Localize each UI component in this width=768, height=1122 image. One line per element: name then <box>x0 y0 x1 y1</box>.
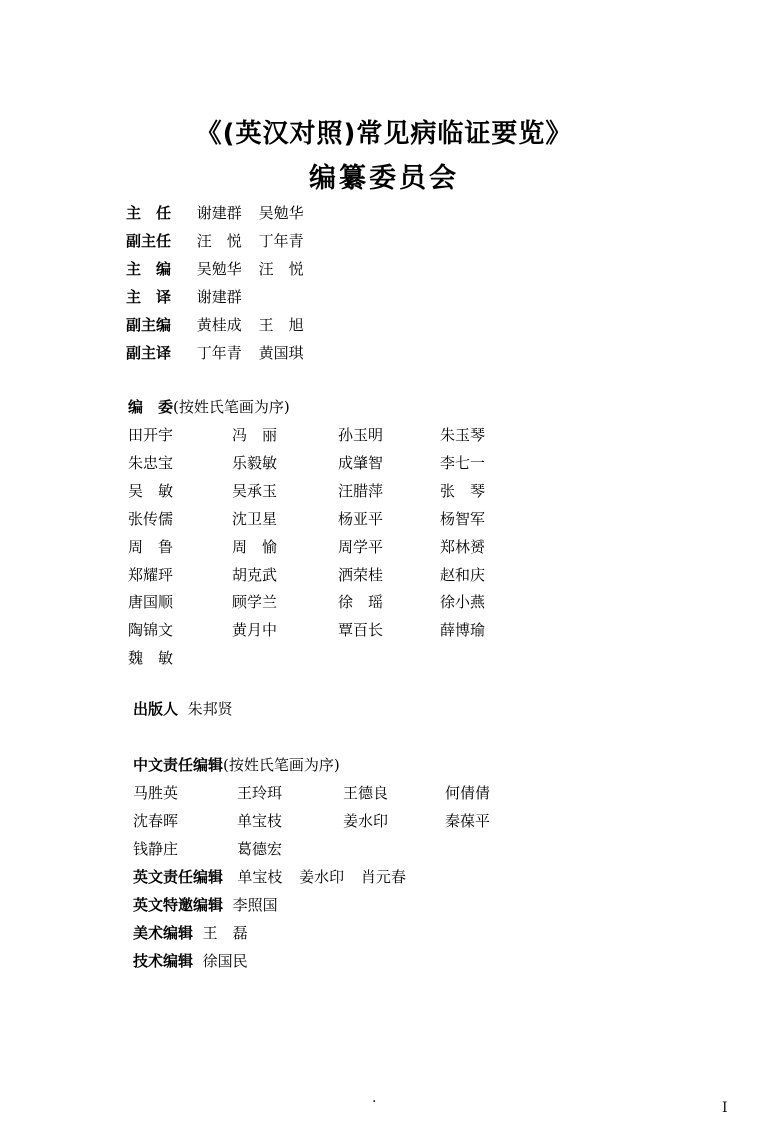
committee-heading-line <box>128 397 290 417</box>
committee-member: 冯 丽 <box>232 426 278 444</box>
committee-member: 成肇智 <box>338 453 384 472</box>
staff-row <box>126 343 316 363</box>
staff-role: 主 编 <box>126 260 172 278</box>
english-editors-line <box>133 867 418 887</box>
chinese-editors-label: 中文责任编辑 <box>133 756 224 774</box>
chinese-editor-member: 单宝枝 <box>237 812 283 830</box>
english-editors-label: 英文责任编辑 <box>133 868 224 886</box>
committee-member: 周 愉 <box>232 537 278 556</box>
staff-name: 汪 悦 <box>196 232 242 250</box>
committee-member: 周学平 <box>338 537 384 556</box>
art-editor-line <box>133 923 248 943</box>
staff-role: 副主编 <box>126 316 172 334</box>
english-guest-editor-label: 英文特邀编辑 <box>133 896 224 914</box>
committee-member: 郑林赟 <box>440 537 486 556</box>
committee-member: 沈卫星 <box>232 509 278 528</box>
committee-label: 编 委 <box>128 398 174 416</box>
committee-member: 徐 瑶 <box>338 593 384 612</box>
committee-member: 胡克武 <box>232 565 278 584</box>
chinese-editor-member: 何倩倩 <box>445 784 491 802</box>
committee-member: 吴承玉 <box>232 481 278 500</box>
chinese-editor-member: 王玲珥 <box>237 784 283 802</box>
chinese-editor-member: 钱静庄 <box>133 840 179 858</box>
center-dot: . <box>372 1090 377 1106</box>
committee-member: 张传儒 <box>128 509 174 528</box>
staff-name: 汪 悦 <box>258 260 304 278</box>
tech-editor-label: 技术编辑 <box>133 952 194 970</box>
committee-member: 陶锦文 <box>128 621 174 640</box>
chinese-editor-member: 马胜英 <box>133 784 179 802</box>
committee-member: 朱玉琴 <box>440 426 486 444</box>
committee-member: 李七一 <box>440 453 486 472</box>
staff-role: 主 译 <box>126 288 172 306</box>
staff-name: 谢建群 <box>196 288 242 306</box>
staff-name: 黄国琪 <box>258 344 304 362</box>
committee-member: 吴 敏 <box>128 481 174 500</box>
chinese-editors-note: (按姓氏笔画为序) <box>223 756 340 774</box>
staff-row <box>126 231 316 251</box>
staff-role: 副主译 <box>126 344 172 362</box>
staff-row <box>126 259 316 279</box>
english-editor-name: 肖元春 <box>360 868 406 886</box>
chinese-editor-member: 沈春晖 <box>133 812 179 830</box>
english-editor-name: 姜水印 <box>299 868 345 886</box>
staff-name: 黄桂成 <box>196 316 242 334</box>
art-editor-label: 美术编辑 <box>133 924 194 942</box>
english-editor-name: 单宝枝 <box>237 868 283 886</box>
committee-member: 张 琴 <box>440 481 486 500</box>
committee-member: 周 鲁 <box>128 537 174 556</box>
committee-member: 顾学兰 <box>232 593 278 612</box>
committee-member: 覃百长 <box>338 621 384 640</box>
staff-row <box>126 315 316 335</box>
page-edge-mark: I <box>722 1100 728 1116</box>
publisher-name: 朱邦贤 <box>187 700 233 718</box>
chinese-editor-member: 王德良 <box>343 784 389 802</box>
committee-member: 魏 敏 <box>128 649 174 668</box>
staff-name: 王 旭 <box>258 316 304 334</box>
art-editor-name: 王 磊 <box>202 924 248 942</box>
publisher-line <box>133 699 233 719</box>
staff-row <box>126 287 254 307</box>
committee-member: 黄月中 <box>232 621 278 640</box>
staff-role: 主 任 <box>126 204 172 222</box>
staff-name: 丁年青 <box>258 232 304 250</box>
committee-member: 洒荣桂 <box>338 565 384 584</box>
staff-row <box>126 203 316 223</box>
chinese-editors-heading <box>133 755 340 775</box>
committee-heading: 编纂委员会 <box>309 163 459 194</box>
staff-name: 谢建群 <box>196 204 242 222</box>
committee-note: (按姓氏笔画为序) <box>173 398 290 416</box>
book-title: 《(英汉对照)常见病临证要览》 <box>195 119 573 149</box>
committee-member: 杨智军 <box>440 509 486 528</box>
committee-member: 田开宇 <box>128 426 174 444</box>
chinese-editor-member: 秦葆平 <box>445 812 491 830</box>
tech-editor-line <box>133 951 248 971</box>
chinese-editor-member: 姜水印 <box>343 812 389 830</box>
committee-member: 唐国顺 <box>128 593 174 612</box>
committee-member: 郑耀玶 <box>128 565 174 584</box>
committee-member: 杨亚平 <box>338 509 384 528</box>
committee-member: 薛博瑜 <box>440 621 486 640</box>
publisher-label: 出版人 <box>133 700 179 718</box>
committee-member: 汪腊萍 <box>338 481 384 500</box>
tech-editor-name: 徐国民 <box>202 952 248 970</box>
committee-member: 赵和庆 <box>440 565 486 584</box>
english-guest-editor-name: 李照国 <box>232 896 278 914</box>
staff-role: 副主任 <box>126 232 172 250</box>
staff-name: 吴勉华 <box>196 260 242 278</box>
staff-name: 吴勉华 <box>258 204 304 222</box>
chinese-editor-member: 葛德宏 <box>237 840 283 858</box>
staff-name: 丁年青 <box>196 344 242 362</box>
committee-member: 徐小燕 <box>440 593 486 612</box>
committee-member: 乐毅敏 <box>232 453 278 472</box>
committee-member: 孙玉明 <box>338 426 384 444</box>
committee-member: 朱忠宝 <box>128 453 174 472</box>
english-guest-editor-line <box>133 895 278 915</box>
